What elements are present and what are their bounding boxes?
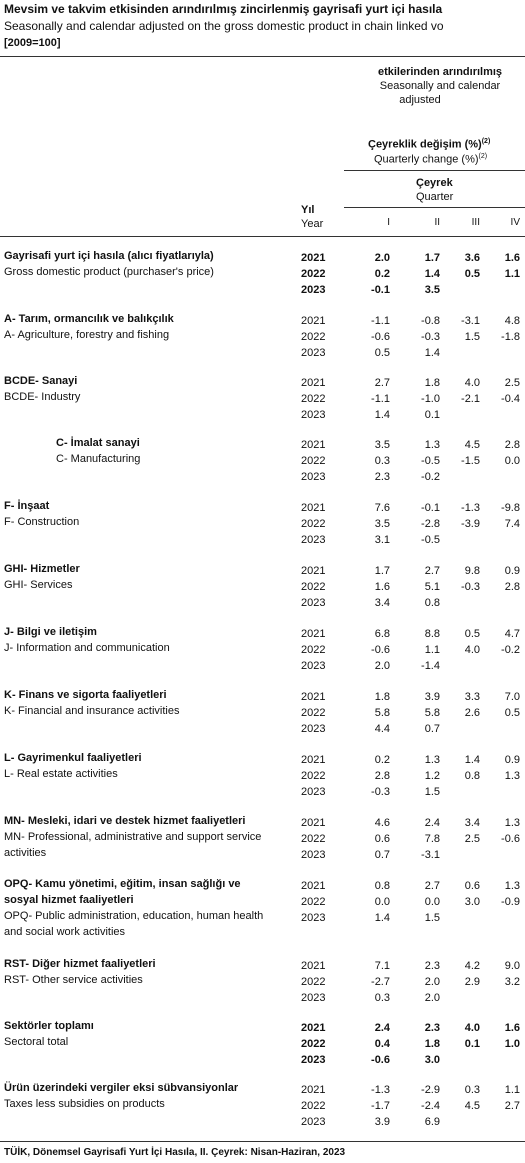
q4-value: -0.2 — [501, 644, 520, 656]
year-cell: 2021 — [301, 502, 326, 514]
q3-value: 0.6 — [464, 880, 480, 892]
bottom-rule — [0, 1141, 525, 1142]
table-row — [0, 345, 525, 361]
q4-value: 1.3 — [504, 817, 520, 829]
table-row — [0, 847, 525, 863]
sector-name-tr: C- İmalat sanayi — [56, 437, 140, 449]
q2-value: -1.0 — [421, 393, 440, 405]
q3-value: 2.6 — [464, 707, 480, 719]
q4-value: -9.8 — [501, 502, 520, 514]
q3-value: 2.5 — [464, 833, 480, 845]
q2-value: 1.4 — [424, 347, 440, 359]
q4-value: 0.0 — [504, 455, 520, 467]
year-cell: 2023 — [301, 284, 326, 296]
q3-value: 2.9 — [464, 976, 480, 988]
q3-value: -2.1 — [461, 393, 480, 405]
q3-value: -3.1 — [461, 315, 480, 327]
table-row — [0, 329, 525, 345]
year-cell: 2021 — [301, 377, 326, 389]
q1-value: -2.7 — [371, 976, 390, 988]
q1-value: -0.6 — [371, 331, 390, 343]
q3-value: -1.3 — [461, 502, 480, 514]
q2-value: 1.8 — [424, 1038, 440, 1050]
table-row — [0, 689, 525, 705]
header-adjusted-tr: etkilerinden arındırılmış — [377, 66, 503, 78]
sector-name-tr-cont: sosyal hizmet faaliyetleri — [4, 894, 134, 906]
q4-value: 7.4 — [504, 518, 520, 530]
q1-value: -0.3 — [371, 786, 390, 798]
q4-value: 2.8 — [504, 581, 520, 593]
year-cell: 2022 — [301, 393, 326, 405]
sector-name-tr: Ürün üzerindeki vergiler eksi sübvansiyonlar — [4, 1082, 239, 1094]
source-footer: TÜİK, Dönemsel Gayrisafi Yurt İçi Hasıla, II. Çeyrek: Nisan-Haziran, 2023 — [4, 1147, 346, 1158]
year-cell: 2022 — [301, 707, 326, 719]
q1-value: 3.5 — [374, 439, 390, 451]
q4-value: 1.1 — [504, 268, 520, 280]
sector-name-en-cont: and social work activities — [4, 926, 126, 938]
q1-value: 0.7 — [374, 849, 390, 861]
table-row — [0, 910, 525, 926]
q3-value: -0.3 — [461, 581, 480, 593]
q4-value: 1.0 — [504, 1038, 520, 1050]
q2-value: -2.4 — [421, 1100, 440, 1112]
q1-value: 0.6 — [374, 833, 390, 845]
q1-value: 0.5 — [374, 347, 390, 359]
sector-name-en: GHI- Services — [4, 579, 73, 591]
table-row — [0, 1082, 525, 1098]
sector-name-en: RST- Other service activities — [4, 974, 143, 986]
q4-value: 2.7 — [504, 1100, 520, 1112]
q2-value: 1.8 — [424, 377, 440, 389]
table-row — [0, 894, 525, 910]
q1-value: 3.4 — [374, 597, 390, 609]
table-row — [0, 831, 525, 847]
year-cell: 2021 — [301, 628, 326, 640]
base-year-unit: [2009=100] — [4, 37, 61, 49]
year-cell: 2022 — [301, 1100, 326, 1112]
q3-value: 0.5 — [464, 268, 480, 280]
table-row — [0, 437, 525, 453]
q4-value: 1.1 — [504, 1084, 520, 1096]
sector-name-en: A- Agriculture, forestry and fishing — [4, 329, 170, 341]
q3-value: 4.5 — [464, 439, 480, 451]
q1-value: 1.4 — [374, 912, 390, 924]
year-cell: 2022 — [301, 268, 326, 280]
q1-value: 5.8 — [374, 707, 390, 719]
q2-value: 1.5 — [424, 786, 440, 798]
q4-value: 4.8 — [504, 315, 520, 327]
year-cell: 2021 — [301, 817, 326, 829]
year-cell: 2023 — [301, 992, 326, 1004]
sector-name-tr: BCDE- Sanayi — [4, 375, 78, 387]
sector-name-tr: Sektörler toplamı — [4, 1020, 94, 1032]
header-q3: III — [471, 217, 480, 228]
sector-name-tr: L- Gayrimenkul faaliyetleri — [4, 752, 142, 764]
q4-value: 0.9 — [504, 565, 520, 577]
table-row — [0, 705, 525, 721]
sector-name-en: Gross domestic product (purchaser's price) — [4, 266, 214, 278]
q3-value: 3.6 — [464, 252, 480, 264]
q2-value: 3.5 — [424, 284, 440, 296]
year-cell: 2023 — [301, 912, 326, 924]
q1-value: 2.0 — [374, 660, 390, 672]
q2-value: -2.8 — [421, 518, 440, 530]
q4-value: 1.3 — [504, 770, 520, 782]
year-cell: 2021 — [301, 1022, 326, 1034]
q2-value: 7.8 — [424, 833, 440, 845]
table-row — [0, 313, 525, 329]
year-cell: 2021 — [301, 691, 326, 703]
table-row — [0, 391, 525, 407]
sector-name-en: K- Financial and insurance activities — [4, 705, 180, 717]
year-cell: 2023 — [301, 849, 326, 861]
q4-value: 4.7 — [504, 628, 520, 640]
q3-value: 1.4 — [464, 754, 480, 766]
q1-value: -0.1 — [371, 284, 390, 296]
q1-value: 7.6 — [374, 502, 390, 514]
q2-value: -0.5 — [421, 534, 440, 546]
q2-value: 0.7 — [424, 723, 440, 735]
q3-value: 4.5 — [464, 1100, 480, 1112]
sector-name-tr: MN- Mesleki, idari ve destek hizmet faaliyetleri — [4, 815, 246, 827]
top-rule — [0, 56, 525, 57]
sector-name-en: Sectoral total — [4, 1036, 69, 1048]
table-row — [0, 752, 525, 768]
q1-value: 6.8 — [374, 628, 390, 640]
sector-name-tr: K- Finans ve sigorta faaliyetleri — [4, 689, 167, 701]
year-cell: 2022 — [301, 833, 326, 845]
q1-value: 2.4 — [374, 1022, 390, 1034]
sector-name-tr: OPQ- Kamu yönetimi, eğitim, insan sağlığı ve — [4, 878, 241, 890]
table-row — [0, 1114, 525, 1130]
q3-value: -3.9 — [461, 518, 480, 530]
table-row — [0, 1052, 525, 1068]
table-row — [0, 658, 525, 674]
q1-value: 2.7 — [374, 377, 390, 389]
q2-value: 2.0 — [424, 992, 440, 1004]
q4-value: -0.6 — [501, 833, 520, 845]
q2-value: -0.2 — [421, 471, 440, 483]
q1-value: -0.6 — [371, 1054, 390, 1066]
table-row — [0, 453, 525, 469]
q1-value: 4.6 — [374, 817, 390, 829]
q3-value: 4.0 — [464, 1022, 480, 1034]
year-cell: 2022 — [301, 1038, 326, 1050]
q1-value: 3.1 — [374, 534, 390, 546]
table-row — [0, 878, 525, 894]
q1-value: 1.6 — [374, 581, 390, 593]
q2-value: 1.5 — [424, 912, 440, 924]
q1-value: 0.4 — [374, 1038, 390, 1050]
q2-value: 1.1 — [424, 644, 440, 656]
year-cell: 2021 — [301, 1084, 326, 1096]
q1-value: -1.7 — [371, 1100, 390, 1112]
q1-value: 1.4 — [374, 409, 390, 421]
q2-value: 2.0 — [424, 976, 440, 988]
table-row — [0, 642, 525, 658]
q3-value: 4.2 — [464, 960, 480, 972]
q4-value: 1.6 — [504, 1022, 520, 1034]
table-row — [0, 974, 525, 990]
sector-name-en: BCDE- Industry — [4, 391, 81, 403]
q2-value: 2.4 — [424, 817, 440, 829]
q4-value: -0.4 — [501, 393, 520, 405]
q2-value: 3.0 — [424, 1054, 440, 1066]
header-quarter-en: Quarter — [416, 191, 454, 203]
table-row — [0, 784, 525, 800]
sector-name-tr: A- Tarım, ormancılık ve balıkçılık — [4, 313, 174, 325]
table-row — [0, 768, 525, 784]
table-row — [0, 595, 525, 611]
header-q2: II — [434, 217, 440, 228]
q3-value: 0.5 — [464, 628, 480, 640]
q4-value: 1.3 — [504, 880, 520, 892]
q2-value: 0.1 — [424, 409, 440, 421]
year-cell: 2023 — [301, 597, 326, 609]
table-row — [0, 375, 525, 391]
q1-value: -0.6 — [371, 644, 390, 656]
year-cell: 2023 — [301, 1116, 326, 1128]
q1-value: 2.8 — [374, 770, 390, 782]
sector-name-en: J- Information and communication — [4, 642, 170, 654]
q2-value: 2.7 — [424, 565, 440, 577]
table-row — [0, 815, 525, 831]
q1-value: 3.9 — [374, 1116, 390, 1128]
sector-name-tr: Gayrisafi yurt içi hasıla (alıcı fiyatlarıyla) — [4, 250, 214, 262]
year-cell: 2023 — [301, 347, 326, 359]
table-row — [0, 626, 525, 642]
sector-name-tr: F- İnşaat — [4, 500, 50, 512]
quarter-rule — [344, 207, 525, 208]
year-cell: 2023 — [301, 471, 326, 483]
table-row — [0, 532, 525, 548]
q2-value: -0.1 — [421, 502, 440, 514]
q2-value: -2.9 — [421, 1084, 440, 1096]
header-adjusted-en-1: Seasonally and calendar — [379, 80, 501, 92]
table-row — [0, 516, 525, 532]
q2-value: -0.5 — [421, 455, 440, 467]
table-row — [0, 250, 525, 266]
header-year-en: Year — [301, 218, 324, 230]
table-row — [0, 469, 525, 485]
q4-value: 1.6 — [504, 252, 520, 264]
year-cell: 2022 — [301, 581, 326, 593]
year-cell: 2021 — [301, 960, 326, 972]
q2-value: 3.9 — [424, 691, 440, 703]
q2-value: 2.3 — [424, 1022, 440, 1034]
table-row — [0, 990, 525, 1006]
table-row — [0, 1098, 525, 1114]
table-row — [0, 282, 525, 298]
header-bottom-rule — [0, 236, 525, 237]
q2-value: -0.3 — [421, 331, 440, 343]
q4-value: 2.8 — [504, 439, 520, 451]
q2-value: 1.3 — [424, 754, 440, 766]
quarterly-change-rule — [344, 170, 525, 171]
header-year-tr: Yıl — [301, 204, 315, 216]
sector-name-en: Taxes less subsidies on products — [4, 1098, 165, 1110]
q2-value: -3.1 — [421, 849, 440, 861]
year-cell: 2021 — [301, 439, 326, 451]
year-cell: 2023 — [301, 1054, 326, 1066]
q1-value: 0.2 — [374, 268, 390, 280]
q4-value: -0.9 — [501, 896, 520, 908]
q1-value: 7.1 — [374, 960, 390, 972]
sector-name-en: OPQ- Public administration, education, human health — [4, 910, 264, 922]
table-row — [0, 1020, 525, 1036]
q3-value: -1.5 — [461, 455, 480, 467]
table-row — [0, 721, 525, 737]
table-row — [0, 958, 525, 974]
q4-value: 2.5 — [504, 377, 520, 389]
header-q4: IV — [510, 217, 520, 228]
q3-value: 3.4 — [464, 817, 480, 829]
sector-name-en: C- Manufacturing — [56, 453, 141, 465]
q2-value: 1.3 — [424, 439, 440, 451]
q1-value: 4.4 — [374, 723, 390, 735]
q1-value: 0.3 — [374, 455, 390, 467]
header-quarterly-change-tr: Çeyreklik değişim (%)$^{(2)}$ — [368, 138, 491, 151]
q4-value: 0.9 — [504, 754, 520, 766]
q3-value: 0.1 — [464, 1038, 480, 1050]
year-cell: 2022 — [301, 331, 326, 343]
sector-name-tr: RST- Diğer hizmet faaliyetleri — [4, 958, 156, 970]
q1-value: 3.5 — [374, 518, 390, 530]
q2-value: 8.8 — [424, 628, 440, 640]
year-cell: 2022 — [301, 455, 326, 467]
header-q1: I — [387, 217, 390, 228]
sector-name-tr: J- Bilgi ve iletişim — [4, 626, 97, 638]
q4-value: -1.8 — [501, 331, 520, 343]
header-adjusted-en-2: adjusted — [399, 94, 441, 106]
table-subtitle: Seasonally and calendar adjusted on the gross domestic product in chain linked vo — [4, 19, 444, 33]
year-cell: 2023 — [301, 409, 326, 421]
q2-value: 2.3 — [424, 960, 440, 972]
q2-value: 0.8 — [424, 597, 440, 609]
sector-name-tr: GHI- Hizmetler — [4, 563, 80, 575]
year-cell: 2023 — [301, 534, 326, 546]
q1-value: 2.3 — [374, 471, 390, 483]
q1-value: 0.8 — [374, 880, 390, 892]
q1-value: 1.8 — [374, 691, 390, 703]
table-row — [0, 563, 525, 579]
year-cell: 2021 — [301, 315, 326, 327]
q1-value: -1.3 — [371, 1084, 390, 1096]
q3-value: 9.8 — [464, 565, 480, 577]
q4-value: 0.5 — [504, 707, 520, 719]
table-title: Mevsim ve takvim etkisinden arındırılmış zincirlenmiş gayrisafi yurt içi hasıla — [4, 2, 443, 16]
q2-value: 5.1 — [424, 581, 440, 593]
table-row — [0, 579, 525, 595]
q2-value: -1.4 — [421, 660, 440, 672]
q1-value: 2.0 — [374, 252, 390, 264]
sector-name-en: MN- Professional, administrative and support service — [4, 831, 262, 843]
q3-value: 0.8 — [464, 770, 480, 782]
q3-value: 4.0 — [464, 377, 480, 389]
table-row — [0, 266, 525, 282]
q2-value: 6.9 — [424, 1116, 440, 1128]
table-row — [0, 500, 525, 516]
q3-value: 4.0 — [464, 644, 480, 656]
q1-value: 0.3 — [374, 992, 390, 1004]
q1-value: -1.1 — [371, 315, 390, 327]
q4-value: 9.0 — [504, 960, 520, 972]
sector-name-en: F- Construction — [4, 516, 80, 528]
year-cell: 2023 — [301, 723, 326, 735]
header-quarterly-change-en: Quarterly change (%)$^{(2)}$ — [374, 153, 488, 166]
q2-value: -0.8 — [421, 315, 440, 327]
year-cell: 2021 — [301, 880, 326, 892]
year-cell: 2021 — [301, 252, 326, 264]
q2-value: 1.4 — [424, 268, 440, 280]
year-cell: 2022 — [301, 518, 326, 530]
q4-value: 7.0 — [504, 691, 520, 703]
sector-name-en: L- Real estate activities — [4, 768, 118, 780]
q2-value: 1.7 — [424, 252, 440, 264]
q3-value: 1.5 — [464, 331, 480, 343]
q3-value: 3.0 — [464, 896, 480, 908]
q1-value: 0.2 — [374, 754, 390, 766]
year-cell: 2021 — [301, 565, 326, 577]
q1-value: 0.0 — [374, 896, 390, 908]
q2-value: 1.2 — [424, 770, 440, 782]
year-cell: 2021 — [301, 754, 326, 766]
year-cell: 2023 — [301, 786, 326, 798]
table-row — [0, 1036, 525, 1052]
year-cell: 2022 — [301, 770, 326, 782]
q3-value: 0.3 — [464, 1084, 480, 1096]
q1-value: 1.7 — [374, 565, 390, 577]
year-cell: 2022 — [301, 976, 326, 988]
q4-value: 3.2 — [504, 976, 520, 988]
q1-value: -1.1 — [371, 393, 390, 405]
q2-value: 0.0 — [424, 896, 440, 908]
year-cell: 2022 — [301, 644, 326, 656]
q3-value: 3.3 — [464, 691, 480, 703]
year-cell: 2023 — [301, 660, 326, 672]
table-row — [0, 407, 525, 423]
header-quarter-tr: Çeyrek — [416, 177, 453, 189]
q2-value: 5.8 — [424, 707, 440, 719]
sector-name-en-cont: activities — [4, 847, 47, 859]
year-cell: 2022 — [301, 896, 326, 908]
q2-value: 2.7 — [424, 880, 440, 892]
